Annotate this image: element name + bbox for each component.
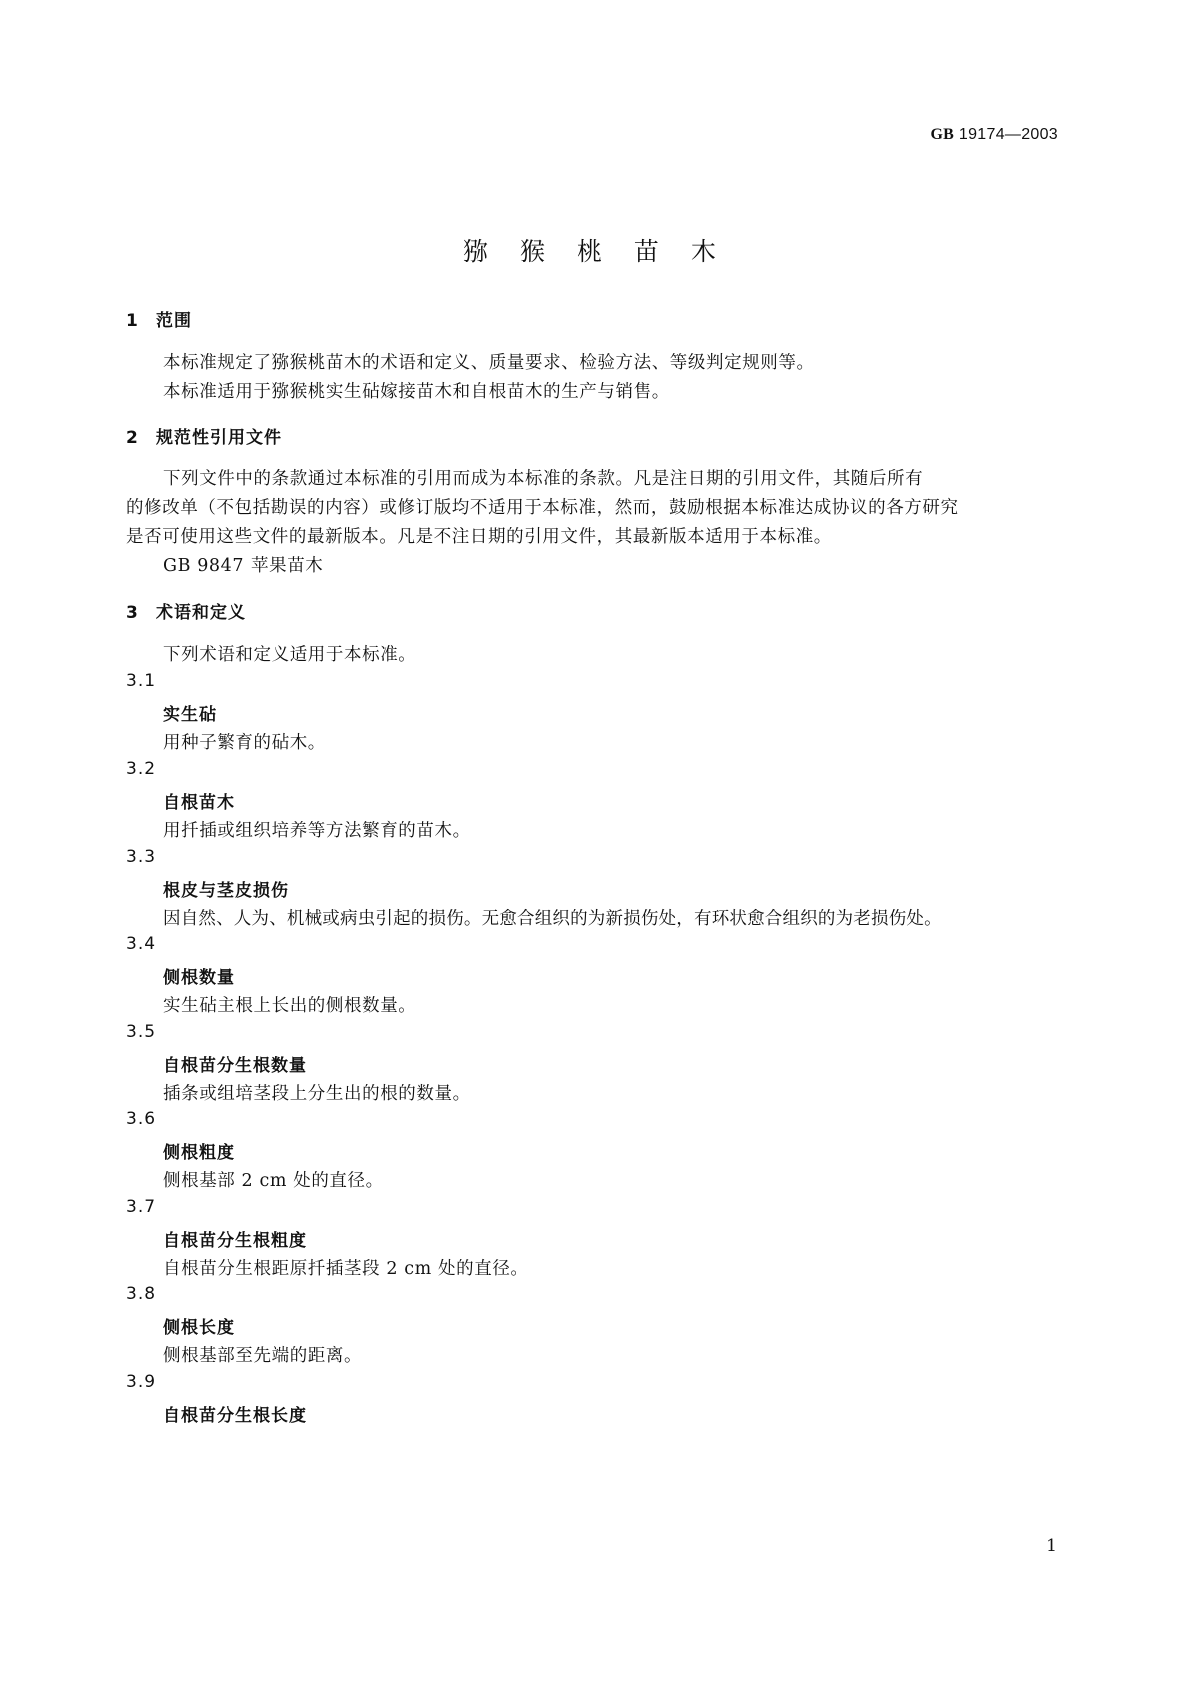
- standard-code: 19174—2003: [958, 126, 1058, 143]
- term-definition: 实生砧主根上长出的侧根数量。: [163, 996, 417, 1016]
- section-title: 规范性引用文件: [156, 428, 282, 448]
- term-number: 3.9: [126, 1372, 157, 1392]
- term-number: 3.7: [126, 1197, 157, 1217]
- section-2-heading: [126, 423, 282, 448]
- term-definition: 用种子繁育的砧木。: [163, 733, 326, 753]
- term-definition: 自根苗分生根距原扦插茎段 2 cm 处的直径。: [163, 1259, 529, 1279]
- term-name: 自根苗分生根数量: [163, 1056, 307, 1076]
- paragraph: 本标准适用于猕猴桃实生砧嫁接苗木和自根苗木的生产与销售。: [163, 382, 670, 402]
- reference-title: 苹果苗木: [251, 556, 324, 576]
- section-number: 3: [126, 603, 139, 623]
- term-definition: 插条或组培茎段上分生出的根的数量。: [163, 1084, 471, 1104]
- term-definition: 侧根基部至先端的距离。: [163, 1346, 363, 1366]
- term-number: 3.4: [126, 934, 157, 954]
- standard-number: [930, 126, 1058, 144]
- section-3-heading: [126, 598, 246, 623]
- normative-reference: [163, 552, 323, 577]
- section-title: 范围: [156, 311, 192, 331]
- term-number: 3.1: [126, 671, 157, 691]
- section-1-heading: [126, 306, 192, 331]
- paragraph: 本标准规定了猕猴桃苗木的术语和定义、质量要求、检验方法、等级判定规则等。: [163, 353, 815, 373]
- term-name: 自根苗木: [163, 793, 235, 813]
- section-number: 1: [126, 311, 139, 331]
- term-name: 实生砧: [163, 705, 217, 725]
- section-number: 2: [126, 428, 139, 448]
- term-name: 自根苗分生根长度: [163, 1406, 307, 1426]
- paragraph-line: 的修改单（不包括勘误的内容）或修订版均不适用于本标准，然而，鼓励根据本标准达成协议的各方研究: [126, 498, 959, 518]
- term-name: 根皮与茎皮损伤: [163, 881, 289, 901]
- term-number: 3.5: [126, 1022, 157, 1042]
- reference-code: GB 9847: [163, 556, 245, 576]
- document-title: 猕 猴 桃 苗 木: [463, 237, 728, 266]
- term-number: 3.2: [126, 759, 157, 779]
- term-name: 侧根粗度: [163, 1143, 235, 1163]
- term-name: 自根苗分生根粗度: [163, 1231, 307, 1251]
- term-number: 3.8: [126, 1284, 157, 1304]
- paragraph-line: 是否可使用这些文件的最新版本。凡是不注日期的引用文件，其最新版本适用于本标准。: [126, 527, 832, 547]
- term-number: 3.3: [126, 847, 157, 867]
- term-name: 侧根数量: [163, 968, 235, 988]
- term-name: 侧根长度: [163, 1318, 235, 1338]
- paragraph: 下列术语和定义适用于本标准。: [163, 645, 417, 665]
- term-number: 3.6: [126, 1109, 157, 1129]
- section-title: 术语和定义: [156, 603, 246, 623]
- page-number: 1: [1046, 1536, 1057, 1556]
- standard-prefix: GB: [930, 126, 955, 143]
- term-definition: 用扦插或组织培养等方法繁育的苗木。: [163, 821, 471, 841]
- term-definition: 侧根基部 2 cm 处的直径。: [163, 1171, 384, 1191]
- term-definition: 因自然、人为、机械或病虫引起的损伤。无愈合组织的为新损伤处，有环状愈合组织的为老损伤处。: [163, 909, 942, 929]
- paragraph-line: 下列文件中的条款通过本标准的引用而成为本标准的条款。凡是注日期的引用文件，其随后所有: [163, 469, 924, 489]
